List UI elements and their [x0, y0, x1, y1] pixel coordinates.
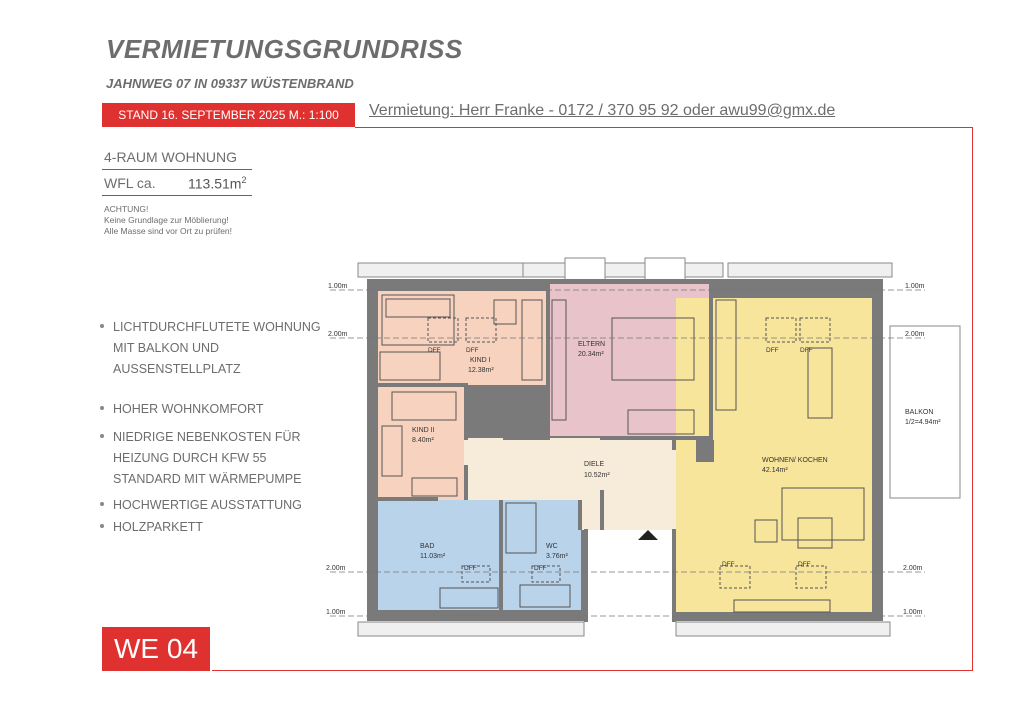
dff-label: DFF	[766, 347, 779, 354]
unit-badge: WE 04	[102, 627, 210, 671]
room-label-kind1: KIND I	[470, 357, 491, 364]
feature-text: HOLZPARKETT	[113, 520, 204, 534]
eave	[728, 263, 892, 277]
room-area-eltern: 20.34m²	[578, 351, 604, 358]
room-wc	[503, 500, 581, 610]
stand-badge: STAND 16. SEPTEMBER 2025 M.: 1:100	[102, 103, 355, 127]
height-label: 2.00m	[326, 565, 346, 572]
room-label-bad: BAD	[420, 543, 435, 550]
wfl-unit-sup: 2	[241, 175, 247, 185]
wall	[578, 500, 582, 530]
wall	[499, 500, 503, 610]
wall	[584, 529, 588, 622]
note-line: ACHTUNG!	[104, 204, 149, 214]
eave	[358, 263, 523, 277]
wfl-number: 113.51m	[188, 175, 242, 192]
wall	[546, 284, 550, 438]
eave	[523, 263, 723, 277]
wall	[672, 529, 676, 622]
dormer	[565, 258, 605, 280]
wall	[600, 490, 604, 530]
note-line: Keine Grundlage zur Möblierung!	[104, 215, 229, 225]
feature-text: HOHER WOHNKOMFORT	[113, 402, 264, 416]
wall	[464, 385, 468, 440]
height-label: 2.00m	[903, 565, 923, 572]
dff-label: DFF	[464, 565, 477, 572]
feature-text: HOCHWERTIGE AUSSTATTUNG	[113, 498, 302, 512]
apartment-type: 4-RAUM WOHNUNG	[104, 149, 237, 165]
room-label-wohnen: WOHNEN/ KOCHEN	[762, 457, 828, 464]
stairwell-notch	[588, 530, 676, 622]
wall	[672, 440, 676, 450]
wfl-label: WFL ca.	[104, 175, 156, 191]
dormer	[645, 258, 685, 280]
room-label-balkon: BALKON	[905, 409, 934, 416]
wall	[503, 436, 550, 440]
room-area-wc: 3.76m²	[546, 553, 568, 560]
page-title: VERMIETUNGSGRUNDRISS	[106, 34, 463, 64]
room-area-bad: 11.03m²	[420, 553, 446, 560]
feature-text: HEIZUNG DURCH KFW 55	[113, 451, 267, 465]
dff-label: DFF	[722, 561, 735, 568]
dff-label: DFF	[534, 565, 547, 572]
eave	[358, 622, 584, 636]
height-label: 2.00m	[905, 331, 925, 338]
dff-label: DFF	[800, 347, 813, 354]
feature-text: LICHTDURCHFLUTETE WOHNUNG	[113, 320, 321, 334]
feature-text: MIT BALKON UND	[113, 341, 220, 355]
note-line: Alle Masse sind vor Ort zu prüfen!	[104, 226, 233, 236]
room-area-kind1: 12.38m²	[468, 367, 494, 374]
wall	[378, 497, 438, 501]
height-label: 1.00m	[326, 609, 346, 616]
wall	[713, 283, 873, 298]
address: JAHNWEG 07 IN 09337 WÜSTENBRAND	[106, 76, 354, 91]
wall	[709, 284, 713, 440]
height-label: 2.00m	[328, 331, 348, 338]
wall	[696, 440, 714, 462]
wall	[378, 383, 468, 387]
dff-label: DFF	[466, 347, 479, 354]
eave	[676, 622, 890, 636]
feature-text: STANDARD MIT WÄRMEPUMPE	[113, 472, 302, 486]
height-label: 1.00m	[905, 283, 925, 290]
wall	[600, 436, 713, 440]
feature-text: AUSSENSTELLPLATZ	[113, 362, 241, 376]
height-label: 1.00m	[328, 283, 348, 290]
wall	[464, 465, 468, 500]
contact-link[interactable]: Vermietung: Herr Franke - 0172 / 370 95 92 oder awu99@gmx.de	[369, 102, 836, 119]
room-label-eltern: ELTERN	[578, 341, 606, 348]
room-area-diele: 10.52m²	[584, 472, 610, 479]
room-area-balkon: 1/2=4.94m²	[905, 419, 941, 426]
room-area-kind2: 8.40m²	[412, 437, 434, 444]
room-label-wc: WC	[546, 543, 558, 550]
room-label-diele: DIELE	[584, 461, 605, 468]
dff-label: DFF	[798, 561, 811, 568]
feature-text: NIEDRIGE NEBENKOSTEN FÜR	[113, 430, 301, 444]
dff-label: DFF	[428, 347, 441, 354]
height-label: 1.00m	[903, 609, 923, 616]
room-area-wohnen: 42.14m²	[762, 467, 788, 474]
room-label-kind2: KIND II	[412, 427, 435, 434]
